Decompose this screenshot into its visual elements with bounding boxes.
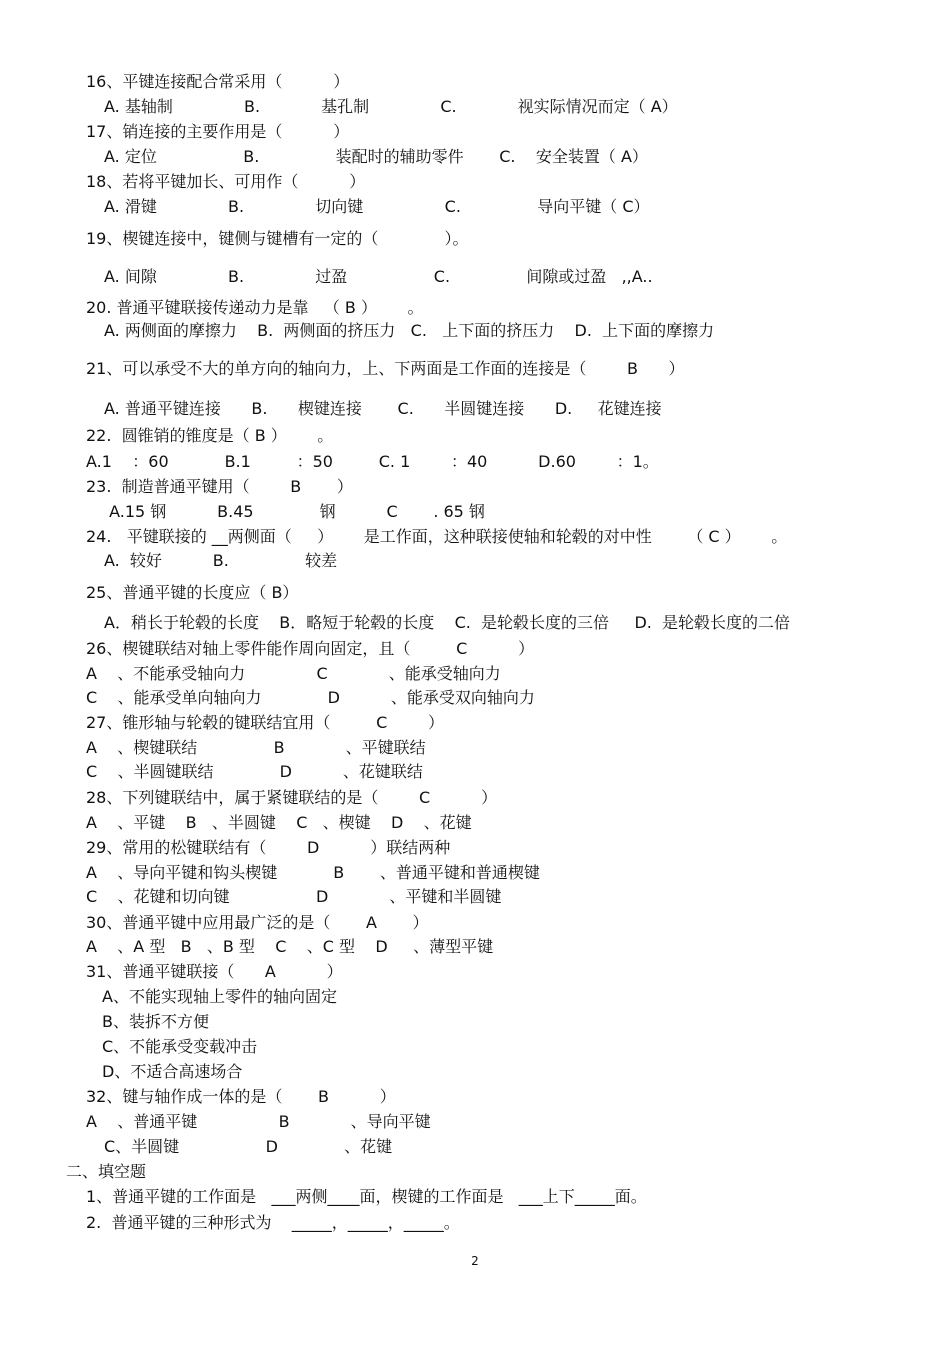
text-line: 20. 普通平键联接传递动力是靠 （ B ） 。 xyxy=(86,298,424,317)
text-line: A 、楔键联结 B 、平键联结 xyxy=(86,738,426,757)
page-number: 2 xyxy=(471,1254,479,1268)
text-line: A. 普通平键连接 B. 楔键连接 C. 半圆键连接 D. 花键连接 xyxy=(104,399,662,418)
text-line: A. 两侧面的摩擦力 B. 两侧面的挤压力 C. 上下面的挤压力 D. 上下面的摩擦力 xyxy=(104,321,715,340)
text-line: C 、花键和切向键 D 、平键和半圆键 xyxy=(86,887,502,906)
text-line: A. 间隙 B. 过盈 C. 间隙或过盈 ,,A.. xyxy=(104,267,653,286)
text-line: A、不能实现轴上零件的轴向固定 xyxy=(102,987,337,1006)
text-line: A.1 ：60 B.1 ：50 C. 1 ：40 D.60 ：1。 xyxy=(86,452,659,471)
text-line: C 、能承受单向轴向力 D 、能承受双向轴向力 xyxy=(86,688,535,707)
text-line: A 、平键 B 、半圆键 C 、楔键 D 、花键 xyxy=(86,813,472,832)
text-line: 27、锥形轴与轮毂的键联结宜用（ C ） xyxy=(86,713,444,732)
text-line: A 、不能承受轴向力 C 、能承受轴向力 xyxy=(86,664,501,683)
text-line: A 、导向平键和钩头楔键 B 、普通平键和普通楔键 xyxy=(86,863,540,882)
text-line: 31、普通平键联接（ A ） xyxy=(86,962,343,981)
text-line: 21、可以承受不大的单方向的轴向力，上、下两面是工作面的连接是（ B ） xyxy=(86,359,685,378)
text-line: 2. 普通平键的三种形式为 _____，_____，_____。 xyxy=(86,1213,460,1232)
text-line: 32、键与轴作成一体的是（ B ） xyxy=(86,1087,396,1106)
text-line: B、装拆不方便 xyxy=(102,1012,209,1031)
text-line: 17、销连接的主要作用是（ ） xyxy=(86,122,350,141)
text-line: 29、常用的松键联结有（ D ）联结两种 xyxy=(86,838,451,857)
text-line: 22. 圆锥销的锥度是（ B ） 。 xyxy=(86,426,334,445)
text-line: 26、楔键联结对轴上零件能作周向固定，且（ C ） xyxy=(86,639,535,658)
text-line: 19、楔键连接中，键侧与键槽有一定的（ ）。 xyxy=(86,229,469,248)
text-line: 18、若将平键加长、可用作（ ） xyxy=(86,172,366,191)
text-line: C 、半圆键联结 D 、花键联结 xyxy=(86,762,423,781)
text-line: 30、普通平键中应用最广泛的是（ A ） xyxy=(86,913,429,932)
text-line: 1、普通平键的工作面是 ___两侧____面，楔键的工作面是 ___上下_____面。 xyxy=(86,1187,647,1206)
text-line: A. 较好 B. 较差 xyxy=(104,551,338,570)
text-line: 24. 平键联接的 __两侧面（ ） 是工作面，这种联接使轴和轮毂的对中性 （ C ） 。 xyxy=(86,527,788,546)
text-line: C、半圆键 D 、花键 xyxy=(104,1137,393,1156)
text-line: A 、A 型 B 、B 型 C 、C 型 D 、薄型平键 xyxy=(86,937,494,956)
text-line: A.15 钢 B.45 钢 C . 65 钢 xyxy=(104,502,485,521)
text-line: 23. 制造普通平键用（ B ） xyxy=(86,477,353,496)
text-line: C、不能承受变载冲击 xyxy=(102,1037,258,1056)
text-line: A 、普通平键 B 、导向平键 xyxy=(86,1112,431,1131)
text-line: A. 基轴制 B. 基孔制 C. 视实际情况而定（ A） xyxy=(104,97,678,116)
text-line: 二、填空题 xyxy=(66,1162,147,1181)
text-line: 25、普通平键的长度应（ B） xyxy=(86,583,299,602)
text-line: A．稍长于轮毂的长度 B．略短于轮毂的长度 C. 是轮毂长度的三倍 D. 是轮毂长度的二倍 xyxy=(104,613,791,632)
text-line: 16、平键连接配合常采用（ ） xyxy=(86,72,350,91)
text-line: 28、下列键联结中，属于紧键联结的是（ C ） xyxy=(86,788,498,807)
text-line: D、不适合高速场合 xyxy=(102,1062,243,1081)
text-line: A. 滑键 B. 切向键 C. 导向平键（ C） xyxy=(104,197,650,216)
text-line: A. 定位 B. 装配时的辅助零件 C. 安全装置（ A） xyxy=(104,147,648,166)
